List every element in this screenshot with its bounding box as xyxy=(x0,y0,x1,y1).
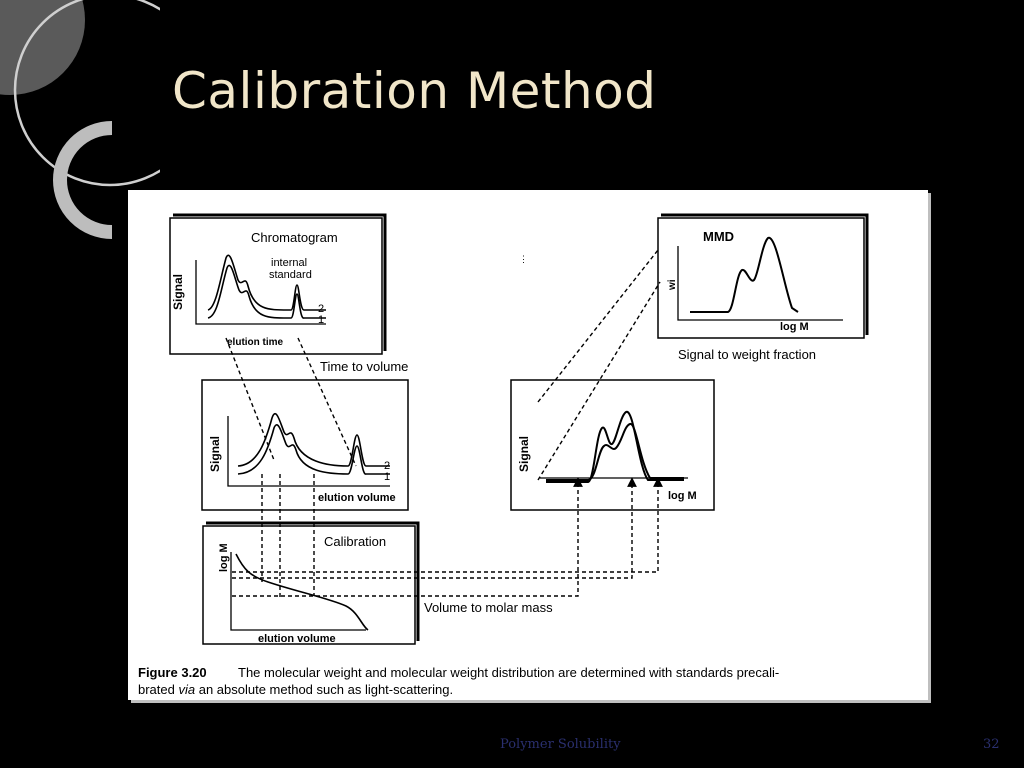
time-to-volume-label: Time to volume xyxy=(320,359,409,374)
slide-number: 32 xyxy=(983,737,1000,752)
signal-to-weight-label: Signal to weight fraction xyxy=(678,347,817,362)
caption-line1: The molecular weight and molecular weight distribution are determined with standards precali- xyxy=(238,665,780,680)
internal-standard-label-line2: standard xyxy=(269,269,312,281)
chromatogram-x-label: elution time xyxy=(227,337,284,348)
chromatogram-title: Chromatogram xyxy=(251,230,338,245)
mmd-x-label: log M xyxy=(780,321,809,333)
caption-line2-italic: via xyxy=(178,682,196,697)
figure-caption xyxy=(138,665,779,697)
chromatogram-trace-label-2: 2 xyxy=(318,303,325,315)
chromatogram-trace-label-1: 1 xyxy=(318,314,325,326)
mmd-title: MMD xyxy=(703,229,735,244)
figure-panel xyxy=(128,190,928,700)
calibration-x-label: elution volume xyxy=(258,633,336,645)
calibration-diagram xyxy=(128,190,928,700)
slide-title: Calibration Method xyxy=(172,62,657,120)
calibration-y-label: log M xyxy=(218,543,230,572)
mmd-y-label: wi xyxy=(667,279,678,290)
mmd-panel xyxy=(658,215,867,338)
internal-standard-label-line1: internal xyxy=(271,257,308,269)
volume-trace-label-2: 2 xyxy=(384,460,391,472)
dash-logm-to-mmd-2 xyxy=(538,250,658,402)
volume-to-molar-mass-label: Volume to molar mass xyxy=(424,600,553,615)
logm-y-label: Signal xyxy=(517,435,531,472)
calibration-title: Calibration xyxy=(324,534,387,549)
footer-title: Polymer Solubility xyxy=(500,737,621,752)
volume-panel xyxy=(202,380,408,510)
caption-figure-number: Figure 3.20 xyxy=(138,665,207,680)
caption-line2-pre: brated xyxy=(138,682,179,697)
stray-dots-mark: ⋮ xyxy=(519,254,528,264)
deco-thick-arc xyxy=(60,128,112,232)
caption-line2-post: an absolute method such as light-scattering. xyxy=(195,682,454,697)
logm-panel xyxy=(511,380,714,510)
caption-line2 xyxy=(138,682,453,697)
chromatogram-y-label: Signal xyxy=(171,273,185,310)
calibration-panel xyxy=(203,523,418,645)
volume-x-label: elution volume xyxy=(318,492,396,504)
volume-y-label: Signal xyxy=(208,435,222,472)
chromatogram-panel xyxy=(170,215,385,354)
deco-disc xyxy=(0,0,85,95)
deco-thin-arc xyxy=(15,0,160,185)
logm-x-label: log M xyxy=(668,490,697,502)
volume-trace-label-1: 1 xyxy=(384,471,391,483)
